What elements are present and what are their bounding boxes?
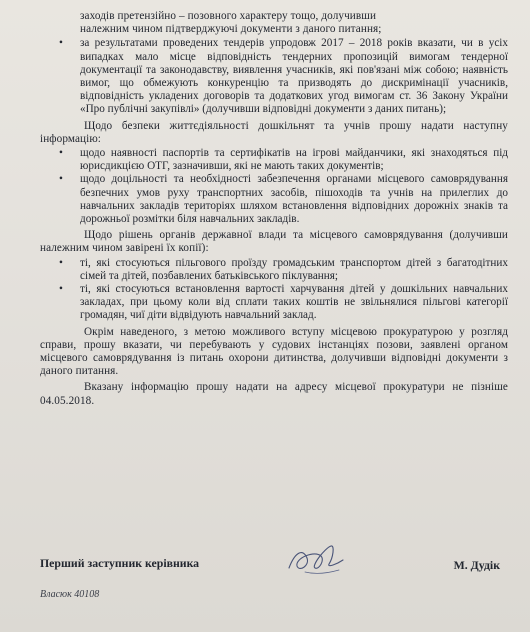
bullet-icon: • (59, 147, 63, 160)
paragraph-courts: Окрім наведеного, з метою можливого вступу місцевою прокуратурою у розгляд справи, прошу вказати, чи перебувають у судових інстанціях позови, заявлені органом місцевого самоврядування із питань охорони дитинства, долучивши відповідні документи з даного питання. (40, 325, 508, 378)
list-item: • щодо наявності паспортів та сертифікатів на ігрові майданчики, які знаходяться під юрисдикцією ОТГ, зазначивши, які не мають таких документів; (40, 147, 508, 173)
bullet-icon: • (59, 256, 63, 269)
bullet-icon: • (59, 37, 63, 50)
list-item: • щодо доцільності та необхідності забезпечення органами місцевого самоврядування безпечних умов руху транспортних засобів, пішоходів та учнів на прилеглих до навчальних закладів територіях шляхом встановлення відповідних дорожніх знаків та дорожньої розмітки біля навчальних закладів. (40, 173, 508, 226)
signature-block (40, 552, 500, 578)
bullet-list-decisions (40, 257, 508, 323)
signer-title: Перший заступник керівника (40, 556, 200, 570)
signer-name: М. Дудік (453, 558, 500, 572)
list-item: • за результатами проведених тендерів упродовж 2017 – 2018 років вказати, чи в усіх випадках мало місце відповідність тендерних пропозицій вимогам тендерної документації та законодавству, виявлення учасників, які пов'язані між собою; наявність вимог, що обмежують конкуренцію та призводять до дискримінації учасників, відповідність укладених договорів та додаткових угод вимогам ст. 36 Закону України «Про публічні закупівлі» (долучивши відповідні документи з даних питань); (40, 37, 508, 116)
bullet-icon: • (59, 283, 63, 296)
paragraph-decisions: Щодо рішень органів державної влади та місцевого самоврядування (долучивши належним чином завірені їх копії): (40, 229, 508, 255)
intro-continuation (40, 10, 508, 36)
bullet-list-tenders (40, 37, 508, 116)
list-item: • ті, які стосуються встановлення вартості харчування дітей у дошкільних навчальних закладах, при цьому коли від сплати таких коштів не звільнялися пільгові категорії громадян, чиї діти відвідують навчальний заклад. (40, 283, 508, 323)
handwritten-signature-icon (285, 538, 345, 582)
list-item: • ті, які стосуються пільгового проїзду громадським транспортом дітей з багатодітних сімей та дітей, позбавлених батьківського піклування; (40, 257, 508, 283)
bullet-icon: • (59, 173, 63, 186)
executor-footnote: Власюк 40108 (40, 589, 100, 600)
paragraph-safety: Щодо безпеки життєдіяльності дошкільнят та учнів прошу надати наступну інформацію: (40, 119, 508, 145)
paragraph-deadline: Вказану інформацію прошу надати на адресу місцевої прокуратури не пізніше 04.05.2018. (40, 381, 508, 407)
text-line: заходів претензійно – позовного характеру тощо, долучивши (80, 10, 377, 22)
text-line: належним чином підтверджуючі документи з даного питання; (80, 23, 382, 36)
bullet-list-safety (40, 147, 508, 226)
